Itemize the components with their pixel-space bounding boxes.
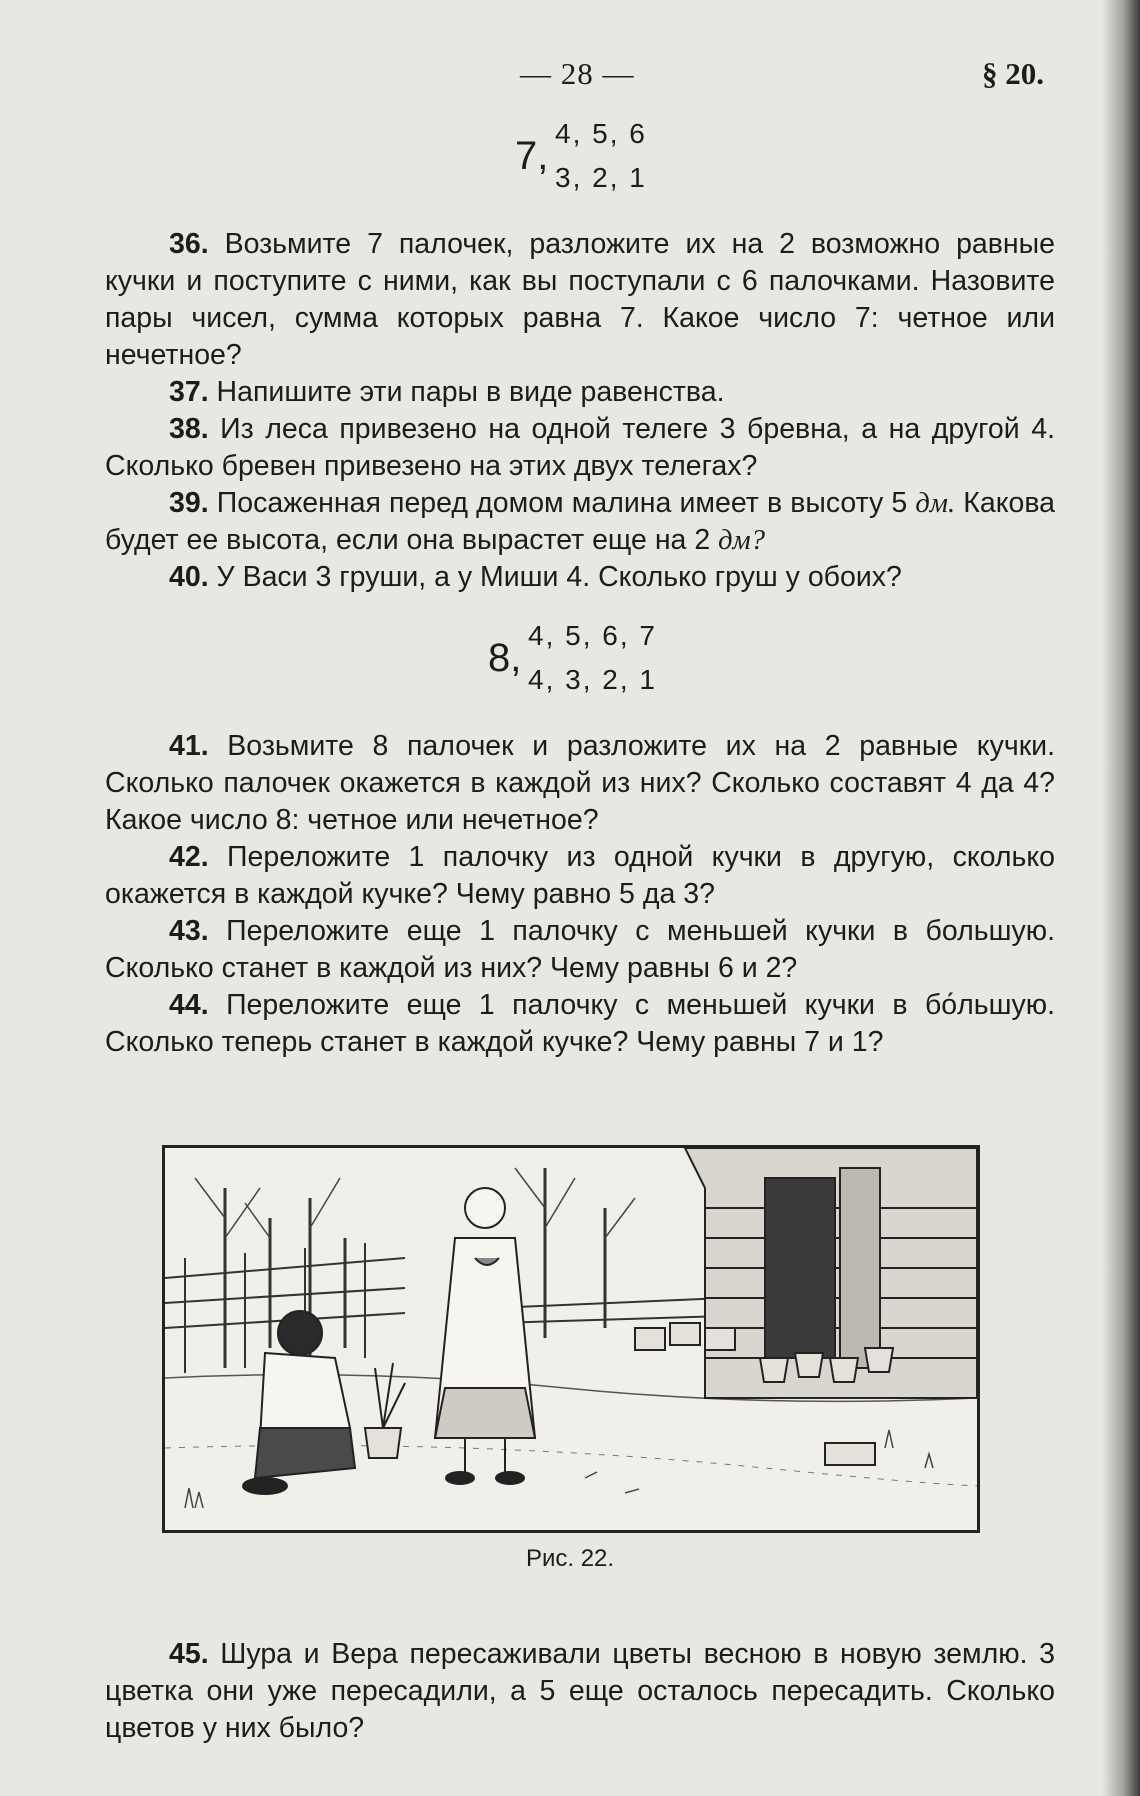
section-mark: § 20. <box>982 56 1044 91</box>
problem-37: 37. Напишите эти пары в виде равенства. <box>169 376 725 408</box>
decomposition-bottom-row: 4, 3, 2, 1 <box>528 664 657 695</box>
problem-43: 43. Переложите еще 1 палочку с меньшей кучки в большую. Сколько станет в каждой из них? Чему равны 6 и 2? <box>105 915 1055 984</box>
problems-36-40 <box>105 226 1055 596</box>
decomposition-bottom-row: 3, 2, 1 <box>555 162 647 193</box>
problem-41: 41. Возьмите 8 палочек и разложите их на 2 равные кучки. Сколько палочек окажется в каждой из них? Сколько составят 4 да 4? Какое число 8: четное или нечетное? <box>105 730 1055 836</box>
problem-42: 42. Переложите 1 палочку из одной кучки в другую, сколько окажется в каждой кучке? Чему равно 5 да 3? <box>105 841 1055 910</box>
figure-caption: Рис. 22. <box>525 1545 615 1572</box>
decomposition-top-row: 4, 5, 6, 7 <box>528 620 657 651</box>
decomposition-top-row: 4, 5, 6 <box>555 118 647 149</box>
decomposition-7 <box>515 118 715 198</box>
decomposition-number: 8, <box>488 636 522 680</box>
page-number: — 28 — <box>520 56 635 91</box>
page-header <box>0 52 1140 102</box>
decomposition-number: 7, <box>515 134 549 178</box>
problem-45: 45. Шура и Вера пересаживали цветы весною в новую землю. 3 цветка они уже пересадили, а 5 еще осталось пересадить. Сколько цветов у них было? <box>105 1638 1055 1744</box>
figure-illustration <box>162 1145 980 1533</box>
problem-39: 39. Посаженная перед домом малина имеет в высоту 5 дм. Какова будет ее высота, если она вырастет еще на 2 дм? <box>105 487 1056 556</box>
problems-41-44 <box>105 728 1055 1061</box>
problem-40: 40. У Васи 3 груши, а у Миши 4. Сколько груш у обоих? <box>169 561 902 593</box>
problem-36: 36. Возьмите 7 палочек, разложите их на 2 возможно равные кучки и поступите с ними, как вы поступали с 6 палочками. Назовите пары чисел, сумма которых равна 7. Какое число 7: четное или нечетное? <box>105 228 1055 371</box>
problems-45 <box>105 1636 1055 1747</box>
problem-38: 38. Из леса привезено на одной телеге 3 бревна, а на другой 4. Сколько бревен привезено на этих двух телегах? <box>105 413 1055 482</box>
illustration-garden-scene <box>165 1148 977 1530</box>
problem-44: 44. Переложите еще 1 палочку с меньшей кучки в бо́льшую. Сколько теперь станет в каждой кучке? Чему равны 7 и 1? <box>105 989 1056 1058</box>
page-edge-shadow <box>1102 0 1140 1796</box>
decomposition-8 <box>488 620 688 700</box>
